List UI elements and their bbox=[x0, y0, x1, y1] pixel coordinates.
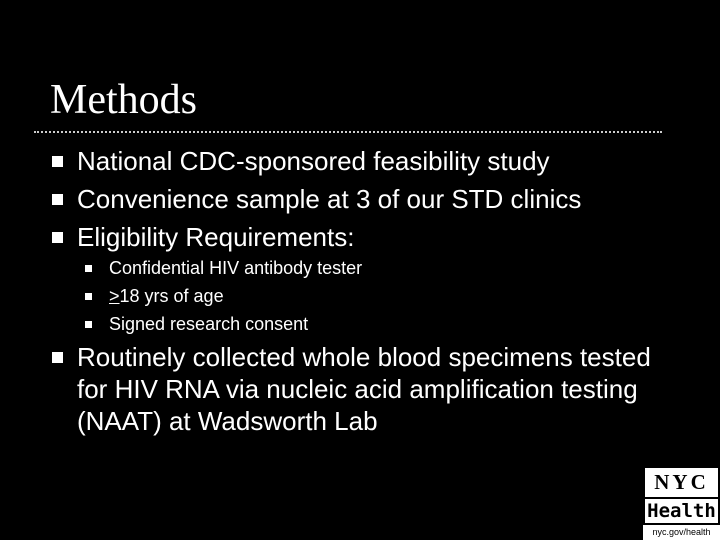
title-divider bbox=[34, 131, 662, 133]
sub-bullet-text bbox=[109, 284, 224, 308]
logo-nyc-text: NYC bbox=[643, 466, 720, 499]
bullet-text: Eligibility Requirements: bbox=[77, 222, 355, 252]
sub-bullet-text-rest: 18 yrs of age bbox=[119, 286, 224, 306]
square-bullet-icon bbox=[52, 352, 63, 363]
greater-equal-symbol: > bbox=[109, 286, 120, 306]
bullet-text: Routinely collected whole blood specimens tested for HIV RNA via nucleic acid amplification testing (NAAT) at Wadsworth Lab bbox=[77, 342, 651, 436]
slide-title: Methods bbox=[50, 77, 197, 123]
logo-health-text: Health bbox=[643, 499, 720, 525]
logo-url-text: nyc.gov/health bbox=[652, 527, 711, 537]
sub-bullet-text: Signed research consent bbox=[109, 314, 309, 334]
bullet-text: National CDC-sponsored feasibility study bbox=[77, 146, 550, 176]
nyc-health-logo bbox=[643, 466, 720, 540]
bullet-text: Convenience sample at 3 of our STD clinics bbox=[77, 184, 582, 214]
sub-bullet-text: Confidential HIV antibody tester bbox=[109, 258, 363, 278]
square-bullet-icon bbox=[85, 265, 92, 272]
square-bullet-icon bbox=[52, 194, 63, 205]
square-bullet-icon bbox=[85, 321, 92, 328]
square-bullet-icon bbox=[52, 156, 63, 167]
square-bullet-icon bbox=[85, 293, 92, 300]
square-bullet-icon bbox=[52, 232, 63, 243]
